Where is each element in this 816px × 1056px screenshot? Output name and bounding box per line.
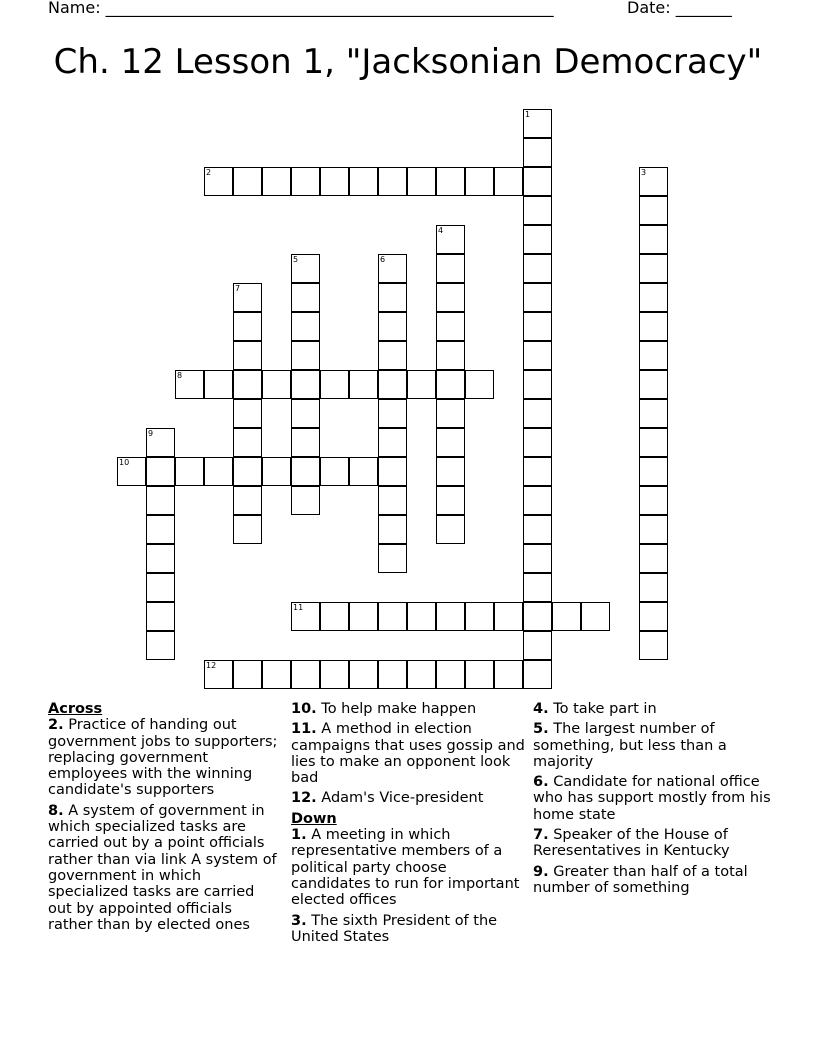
grid-cell[interactable]: [291, 428, 320, 457]
cell-number: 2: [206, 168, 212, 177]
clue-down-4: [533, 701, 773, 717]
clue-number: 12.: [291, 790, 317, 807]
grid-cell[interactable]: [320, 660, 349, 689]
grid-cell[interactable]: [349, 602, 378, 631]
grid-cell[interactable]: [117, 457, 146, 486]
grid-cell[interactable]: [523, 109, 552, 138]
grid-cell[interactable]: [639, 225, 668, 254]
grid-cell[interactable]: [378, 428, 407, 457]
clue-across-11: [291, 721, 525, 786]
grid-cell[interactable]: [320, 370, 349, 399]
grid-cell[interactable]: [523, 573, 552, 602]
grid-cell[interactable]: [494, 660, 523, 689]
name-field-label: Name: ________________________________________________________: [48, 0, 554, 17]
grid-cell[interactable]: [436, 602, 465, 631]
grid-cell[interactable]: [523, 370, 552, 399]
grid-cell[interactable]: [523, 341, 552, 370]
grid-cell[interactable]: [378, 254, 407, 283]
grid-cell[interactable]: [436, 515, 465, 544]
grid-cell[interactable]: [146, 573, 175, 602]
grid-cell[interactable]: [639, 283, 668, 312]
grid-cell[interactable]: [204, 457, 233, 486]
grid-cell[interactable]: [378, 457, 407, 486]
grid-cell[interactable]: [407, 660, 436, 689]
grid-cell[interactable]: [233, 312, 262, 341]
grid-cell[interactable]: [523, 254, 552, 283]
grid-cell[interactable]: [523, 225, 552, 254]
clue-text: Practice of handing out government jobs to supporters; replacing government employees with the winning candidate's supporters: [48, 717, 278, 799]
grid-cell[interactable]: [146, 631, 175, 660]
cell-number: 4: [438, 226, 444, 235]
grid-cell[interactable]: [204, 370, 233, 399]
cell-number: 11: [293, 603, 304, 612]
date-field-label: Date: _______: [627, 0, 732, 17]
clue-number: 11.: [291, 721, 317, 738]
grid-cell[interactable]: [639, 602, 668, 631]
cell-number: 7: [235, 284, 241, 293]
grid-cell[interactable]: [639, 486, 668, 515]
grid-cell[interactable]: [523, 167, 552, 196]
grid-cell[interactable]: [639, 544, 668, 573]
clue-number: 7.: [533, 827, 549, 844]
clue-across-8: [48, 803, 280, 933]
grid-cell[interactable]: [552, 602, 581, 631]
grid-cell[interactable]: [436, 399, 465, 428]
grid-cell[interactable]: [349, 660, 378, 689]
grid-cell[interactable]: [639, 370, 668, 399]
clue-text: Speaker of the House of Reresentatives in Kentucky: [533, 827, 730, 860]
clue-text: To take part in: [553, 701, 657, 717]
grid-cell[interactable]: [523, 428, 552, 457]
grid-cell[interactable]: [378, 167, 407, 196]
clues-column-3: [533, 701, 773, 900]
grid-cell[interactable]: [204, 167, 233, 196]
grid-cell[interactable]: [639, 399, 668, 428]
clue-number: 1.: [291, 827, 307, 844]
clue-down-1: [291, 827, 525, 908]
grid-cell[interactable]: [349, 457, 378, 486]
grid-cell[interactable]: [639, 515, 668, 544]
grid-cell[interactable]: [523, 196, 552, 225]
grid-cell[interactable]: [233, 486, 262, 515]
clue-number: 6.: [533, 774, 549, 791]
grid-cell[interactable]: [146, 457, 175, 486]
grid-cell[interactable]: [465, 370, 494, 399]
grid-cell[interactable]: [639, 167, 668, 196]
grid-cell[interactable]: [233, 283, 262, 312]
grid-cell[interactable]: [320, 167, 349, 196]
grid-cell[interactable]: [291, 602, 320, 631]
grid-cell[interactable]: [175, 370, 204, 399]
clue-text: The largest number of something, but less than a majority: [533, 721, 727, 770]
grid-cell[interactable]: [436, 254, 465, 283]
clue-across-10: [291, 701, 525, 717]
grid-cell[interactable]: [291, 660, 320, 689]
grid-cell[interactable]: [581, 602, 610, 631]
clue-text: A meeting in which representative members of a political party choose candidates to run for important elected offices: [291, 827, 520, 909]
grid-cell[interactable]: [146, 428, 175, 457]
grid-cell[interactable]: [378, 312, 407, 341]
grid-cell[interactable]: [436, 428, 465, 457]
grid-cell[interactable]: [494, 602, 523, 631]
grid-cell[interactable]: [639, 341, 668, 370]
cell-number: 1: [525, 110, 531, 119]
grid-cell[interactable]: [378, 486, 407, 515]
grid-cell[interactable]: [465, 167, 494, 196]
grid-cell[interactable]: [523, 602, 552, 631]
grid-cell[interactable]: [523, 631, 552, 660]
grid-cell[interactable]: [233, 370, 262, 399]
clue-down-7: [533, 827, 773, 860]
grid-cell[interactable]: [436, 457, 465, 486]
grid-cell[interactable]: [378, 399, 407, 428]
grid-cell[interactable]: [523, 283, 552, 312]
clue-down-6: [533, 774, 773, 823]
grid-cell[interactable]: [436, 486, 465, 515]
clue-number: 3.: [291, 912, 307, 929]
grid-cell[interactable]: [465, 660, 494, 689]
grid-cell[interactable]: [291, 283, 320, 312]
puzzle-title: Ch. 12 Lesson 1, "Jacksonian Democracy": [53, 42, 763, 82]
cell-number: 8: [177, 371, 183, 380]
clue-number: 2.: [48, 717, 64, 734]
grid-cell[interactable]: [639, 254, 668, 283]
grid-cell[interactable]: [291, 167, 320, 196]
clue-across-12: [291, 790, 525, 806]
grid-cell[interactable]: [262, 370, 291, 399]
grid-cell[interactable]: [523, 660, 552, 689]
cell-number: 3: [641, 168, 647, 177]
grid-cell[interactable]: [436, 312, 465, 341]
clue-text: Greater than half of a total number of something: [533, 863, 748, 896]
grid-cell[interactable]: [291, 457, 320, 486]
grid-cell[interactable]: [523, 515, 552, 544]
grid-cell[interactable]: [523, 544, 552, 573]
grid-cell[interactable]: [407, 370, 436, 399]
grid-cell[interactable]: [291, 341, 320, 370]
grid-cell[interactable]: [378, 515, 407, 544]
grid-cell[interactable]: [407, 167, 436, 196]
grid-cell[interactable]: [320, 457, 349, 486]
grid-cell[interactable]: [378, 544, 407, 573]
clue-number: 8.: [48, 802, 64, 819]
grid-cell[interactable]: [436, 167, 465, 196]
clues-column-1: [48, 701, 280, 937]
grid-cell[interactable]: [146, 515, 175, 544]
clue-text: To help make happen: [321, 701, 477, 717]
grid-cell[interactable]: [494, 167, 523, 196]
grid-cell[interactable]: [146, 544, 175, 573]
down-heading: Down: [291, 810, 337, 827]
grid-cell[interactable]: [378, 602, 407, 631]
grid-cell[interactable]: [523, 399, 552, 428]
grid-cell[interactable]: [204, 660, 233, 689]
grid-cell[interactable]: [523, 312, 552, 341]
clue-number: 4.: [533, 701, 549, 717]
grid-cell[interactable]: [291, 312, 320, 341]
clue-text: The sixth President of the United States: [291, 912, 498, 945]
grid-cell[interactable]: [233, 428, 262, 457]
grid-cell[interactable]: [320, 602, 349, 631]
across-heading: Across: [48, 701, 103, 717]
clue-number: 9.: [533, 863, 549, 880]
cell-number: 12: [206, 661, 217, 670]
clue-down-3: [291, 913, 525, 946]
clue-text: A system of government in which specialized tasks are carried out by a point officials rather than via link A system of government in which specialized tasks are carried out by appointed officials rather than by elected ones: [48, 802, 277, 933]
grid-cell[interactable]: [407, 602, 436, 631]
clue-number: 5.: [533, 721, 549, 738]
grid-cell[interactable]: [233, 399, 262, 428]
clue-text: Candidate for national office who has support mostly from his home state: [533, 774, 771, 823]
grid-cell[interactable]: [436, 341, 465, 370]
grid-cell[interactable]: [436, 370, 465, 399]
grid-cell[interactable]: [378, 341, 407, 370]
grid-cell[interactable]: [291, 370, 320, 399]
clue-down-9: [533, 864, 773, 897]
grid-cell[interactable]: [175, 457, 204, 486]
grid-cell[interactable]: [262, 660, 291, 689]
grid-cell[interactable]: [639, 457, 668, 486]
clue-text: Adam's Vice-president: [321, 790, 484, 807]
grid-cell[interactable]: [262, 457, 291, 486]
clue-down-5: [533, 721, 773, 770]
cell-number: 6: [380, 255, 386, 264]
grid-cell[interactable]: [378, 660, 407, 689]
grid-cell[interactable]: [639, 196, 668, 225]
grid-cell[interactable]: [639, 312, 668, 341]
grid-cell[interactable]: [233, 457, 262, 486]
grid-cell[interactable]: [291, 254, 320, 283]
grid-cell[interactable]: [465, 602, 494, 631]
clue-number: 10.: [291, 701, 317, 717]
clue-text: A method in election campaigns that uses gossip and lies to make an opponent look bad: [291, 721, 525, 787]
clue-across-2: [48, 717, 280, 798]
grid-cell[interactable]: [523, 457, 552, 486]
grid-cell[interactable]: [291, 399, 320, 428]
grid-cell[interactable]: [639, 428, 668, 457]
grid-cell[interactable]: [523, 138, 552, 167]
grid-cell[interactable]: [262, 167, 291, 196]
grid-cell[interactable]: [291, 486, 320, 515]
grid-cell[interactable]: [233, 167, 262, 196]
grid-cell[interactable]: [349, 167, 378, 196]
grid-cell[interactable]: [378, 370, 407, 399]
grid-cell[interactable]: [436, 660, 465, 689]
grid-cell[interactable]: [146, 486, 175, 515]
grid-cell[interactable]: [233, 660, 262, 689]
grid-cell[interactable]: [436, 225, 465, 254]
grid-cell[interactable]: [639, 573, 668, 602]
grid-cell[interactable]: [146, 602, 175, 631]
grid-cell[interactable]: [436, 283, 465, 312]
cell-number: 9: [148, 429, 154, 438]
grid-cell[interactable]: [523, 486, 552, 515]
grid-cell[interactable]: [233, 341, 262, 370]
cell-number: 5: [293, 255, 299, 264]
grid-cell[interactable]: [378, 283, 407, 312]
cell-number: 10: [119, 458, 130, 467]
grid-cell[interactable]: [233, 515, 262, 544]
grid-cell[interactable]: [349, 370, 378, 399]
clues-column-2: [291, 701, 525, 949]
grid-cell[interactable]: [639, 631, 668, 660]
